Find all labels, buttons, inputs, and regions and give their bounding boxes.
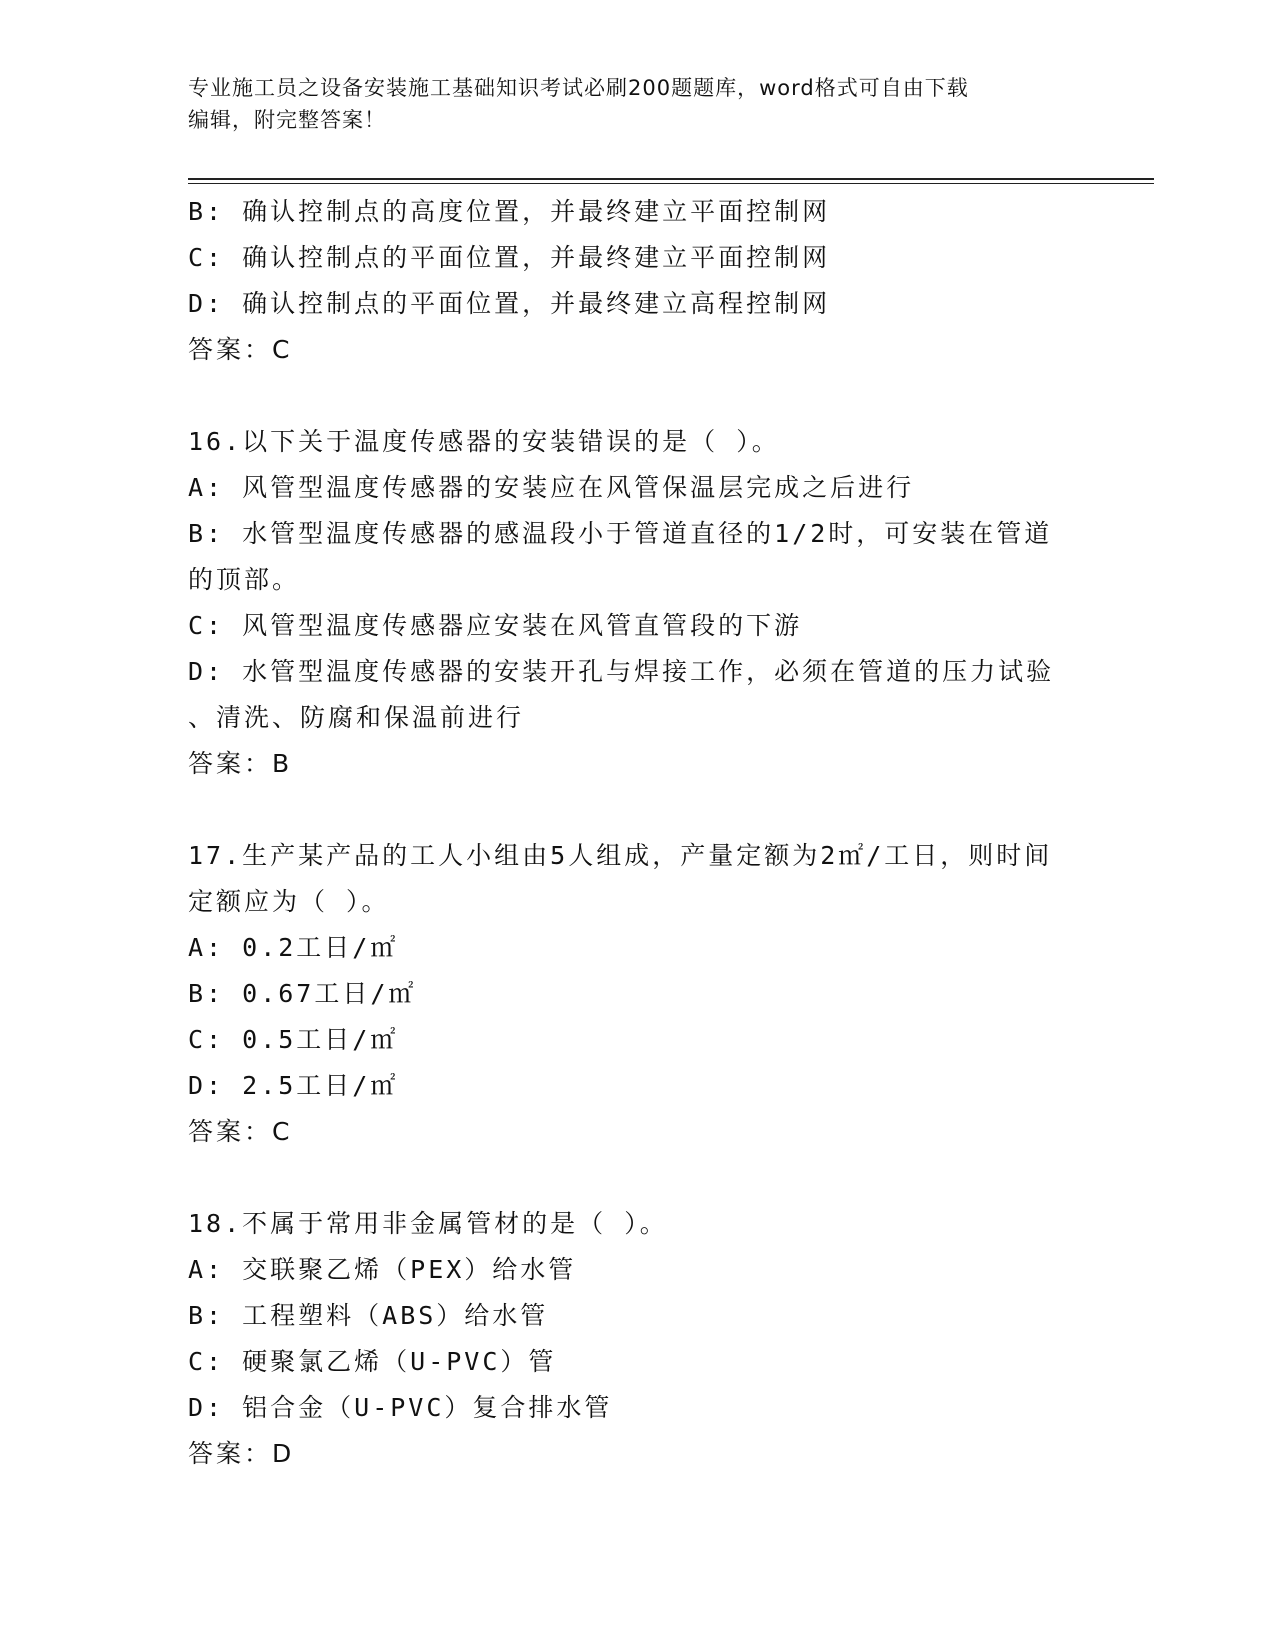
- document-header: [188, 72, 1068, 136]
- question-line: B: 确认控制点的高度位置，并最终建立平面控制网: [188, 197, 831, 226]
- question-block: [188, 419, 1088, 787]
- question-block: [188, 1201, 1088, 1477]
- question-block: [188, 189, 1088, 373]
- answer-line: 答案：D: [188, 1439, 295, 1468]
- answer-line: 答案：C: [188, 335, 293, 364]
- question-line: C: 0.5工日/㎡: [188, 1025, 399, 1054]
- answer-line: 答案：C: [188, 1117, 293, 1146]
- question-line: 17.生产某产品的工人小组由5人组成，产量定额为2㎡/工日，则时间: [188, 841, 1053, 870]
- question-line: 的顶部。: [188, 565, 301, 594]
- question-line: B: 水管型温度传感器的感温段小于管道直径的1/2时，可安装在管道: [188, 519, 1053, 548]
- question-line: A: 0.2工日/㎡: [188, 933, 399, 962]
- question-line: C: 风管型温度传感器应安装在风管直管段的下游: [188, 611, 803, 640]
- header-divider-thick: [188, 178, 1154, 180]
- question-line: D: 水管型温度传感器的安装开孔与焊接工作，必须在管道的压力试验: [188, 657, 1055, 686]
- question-line: D: 铝合金（U-PVC）复合排水管: [188, 1393, 613, 1422]
- question-line: 18.不属于常用非金属管材的是（ ）。: [188, 1209, 668, 1238]
- question-spacer: [188, 1155, 1088, 1201]
- question-list: [188, 189, 1088, 1477]
- question-line: B: 0.67工日/㎡: [188, 979, 417, 1008]
- question-block: [188, 833, 1088, 1155]
- question-line: 16.以下关于温度传感器的安装错误的是（ ）。: [188, 427, 780, 456]
- question-line: C: 确认控制点的平面位置，并最终建立平面控制网: [188, 243, 831, 272]
- header-divider-thin: [188, 183, 1154, 184]
- header-title-line-2: 编辑，附完整答案！: [188, 108, 386, 132]
- question-line: A: 风管型温度传感器的安装应在风管保温层完成之后进行: [188, 473, 915, 502]
- question-line: 定额应为（ ）。: [188, 887, 390, 916]
- question-line: B: 工程塑料（ABS）给水管: [188, 1301, 549, 1330]
- question-spacer: [188, 373, 1088, 419]
- question-line: D: 2.5工日/㎡: [188, 1071, 399, 1100]
- answer-line: 答案：B: [188, 749, 293, 778]
- header-title-line-1: 专业施工员之设备安装施工基础知识考试必刷200题题库，word格式可自由下载: [188, 76, 969, 100]
- question-line: 、清洗、防腐和保温前进行: [188, 703, 525, 732]
- question-line: D: 确认控制点的平面位置，并最终建立高程控制网: [188, 289, 831, 318]
- question-line: A: 交联聚乙烯（PEX）给水管: [188, 1255, 577, 1284]
- question-spacer: [188, 787, 1088, 833]
- question-line: C: 硬聚氯乙烯（U-PVC）管: [188, 1347, 557, 1376]
